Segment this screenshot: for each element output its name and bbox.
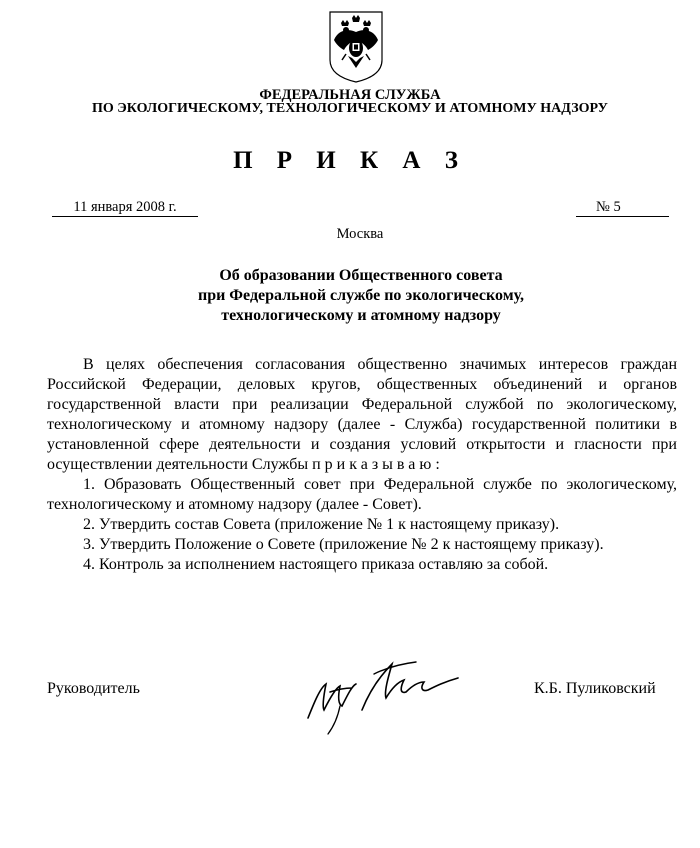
signatory-position: Руководитель (47, 680, 140, 697)
order-item: 2. Утвердить состав Совета (приложение № 1 к настоящему приказу). (83, 516, 560, 533)
handwritten-signature-icon (300, 648, 470, 738)
subject-line3: технологическому и атомному надзору (221, 307, 501, 324)
document-date: 11 января 2008 г. (52, 199, 198, 217)
russian-coat-of-arms-icon (326, 10, 386, 84)
org-name-line1: ФЕДЕРАЛЬНАЯ СЛУЖБА (259, 87, 441, 103)
preamble-text: В целях обеспечения согласования общественно значимых интересов граждан Российской Федерации, деловых кругов, общественных объединений и органов государственной власти при реализации Федеральной службой по экологическому, технологическому и атомному надзору (далее - Служба) государственной политики в установленной сфере деятельности и создания условий открытости и гласности при осуществлении деятельности Службы (47, 356, 677, 473)
preamble-paragraph (47, 355, 677, 475)
order-item: 3. Утвердить Положение о Совете (приложение № 2 к настоящему приказу). (83, 536, 604, 553)
document-subject (0, 266, 700, 326)
document-type-title: П Р И К А З (233, 147, 467, 174)
document-number-value: № 5 (596, 199, 621, 215)
signatory-name: К.Б. Пуликовский (534, 680, 656, 697)
document-number (576, 199, 669, 217)
org-name-line2: ПО ЭКОЛОГИЧЕСКОМУ, ТЕХНОЛОГИЧЕСКОМУ И АТОМНОМУ НАДЗОРУ (92, 101, 608, 116)
subject-line2: при Федеральной службе по экологическому, (197, 287, 525, 304)
subject-line1: Об образовании Общественного совета (219, 267, 503, 284)
order-item: 4. Контроль за исполнением настоящего приказа оставляю за собой. (83, 556, 549, 573)
order-word: приказываю: (312, 456, 444, 473)
order-item: 1. Образовать Общественный совет при Федеральной службе по экологическому, технологическому и атомному надзору (далее - Совет). (47, 476, 677, 513)
document-city: Москва (336, 226, 384, 242)
document-body (47, 355, 677, 575)
